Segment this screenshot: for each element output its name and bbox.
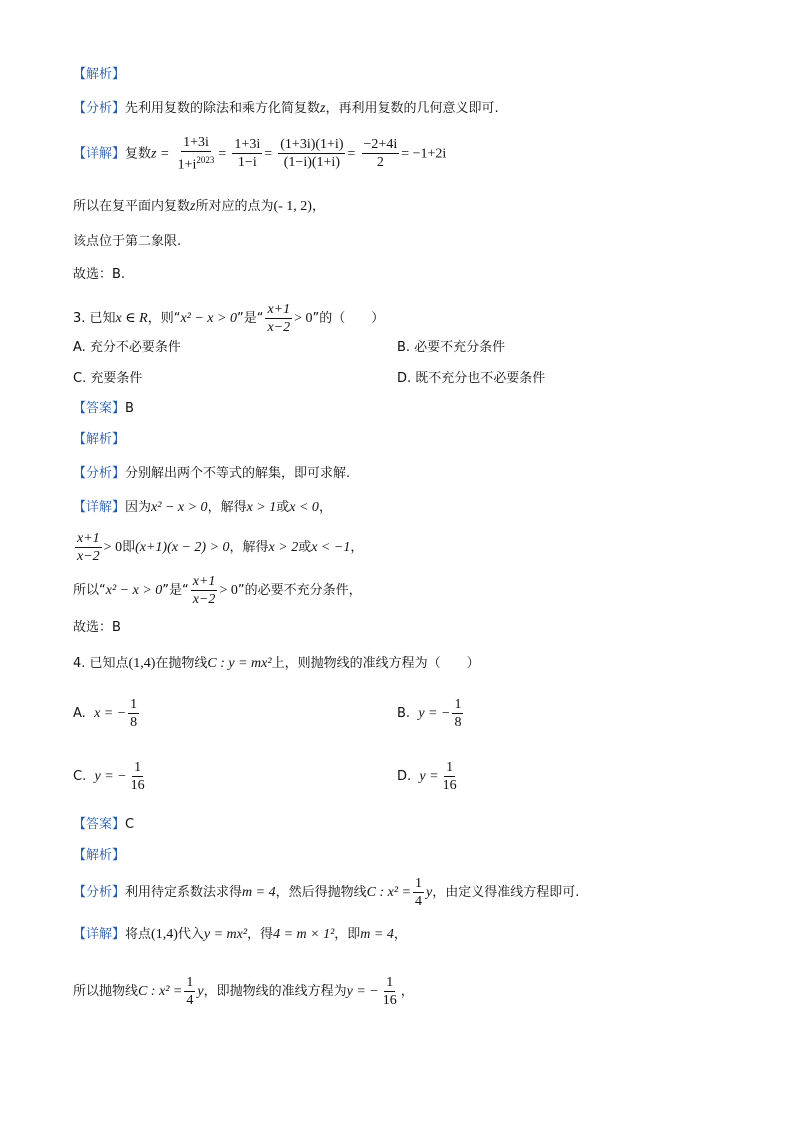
- q4-d1-m: m = 4: [360, 927, 394, 942]
- q4-detail-1: [73, 926, 407, 944]
- q3-d2-c: x > 2: [268, 540, 299, 555]
- q3-d2-fraction: $\frac{x+1}{x-2}$: [77, 531, 100, 564]
- q3-detail-1: [73, 499, 332, 517]
- q2-fraction-3: $\frac{(1+3i)(1+i)}{(1-i)(1+i)}$: [280, 137, 344, 171]
- q3-d1-e: ，: [318, 500, 332, 515]
- q3-x-in-r: x ∈ R: [115, 311, 148, 326]
- q4-opt-b-label: B.: [397, 706, 411, 721]
- xiangjie-tag: 【详解】: [73, 146, 126, 162]
- q2-fraction-2: $\frac{1+3i}{1-i}$: [234, 137, 261, 171]
- q3-choose: 故选：B: [73, 620, 121, 635]
- jiexi-tag: 【解析】: [73, 67, 126, 82]
- q4-option-d: [397, 759, 461, 794]
- q3-d1-d: x < 0: [289, 500, 319, 515]
- q3-jiexi: [73, 431, 125, 449]
- q3-detail-3: [73, 573, 362, 608]
- q4-d2-a: 所以抛物线: [73, 984, 139, 999]
- q3-option-a: A. 充分不必要条件: [73, 340, 181, 355]
- q3-d2-e: ，: [350, 540, 364, 555]
- q4-opt-b-frac: $\frac{1}{8}$: [454, 697, 462, 730]
- q4-fenxi-b: ，然后得抛物线: [275, 885, 367, 900]
- fenxi-tag: 【分析】: [73, 101, 126, 116]
- q4-d1-b: 代入: [177, 927, 204, 942]
- q3-analysis: [73, 465, 350, 483]
- q4-d1-c: ，得: [247, 927, 274, 942]
- q4-fenxi-c: ，由定义得准线方程即可.: [432, 885, 580, 900]
- q3-detail-2: [73, 530, 363, 565]
- q3-option-b: B. 必要不充分条件: [397, 340, 506, 355]
- q4-d2-result-frac: $\frac{1}{16}$: [382, 975, 397, 1008]
- var-z: z: [320, 101, 326, 116]
- q2-point-text-c: ，: [311, 199, 325, 214]
- q4-d2-curve: C : x² =: [138, 984, 183, 999]
- q4-answer: [73, 816, 134, 834]
- q4-d2-b: ，即抛物线的准线方程为: [203, 984, 347, 999]
- q2-quadrant: 该点位于第二象限.: [73, 234, 182, 249]
- q3-gt0: > 0: [294, 311, 313, 326]
- q2-fraction-1: $\frac{1+3i}{1+i^{2023}}$: [177, 135, 215, 173]
- q4-opt-c-label: C.: [73, 769, 87, 784]
- q4-opt-c-eq: y = −: [94, 769, 127, 784]
- daan-tag-2: 【答案】: [73, 817, 126, 832]
- q4-opt-d-label: D.: [397, 769, 412, 784]
- daan-tag: 【答案】: [73, 401, 126, 416]
- q4-detail-2: [73, 974, 414, 1009]
- q4-stem-c: 上，则抛物线的准线方程为（ ）: [271, 656, 480, 671]
- q4-d1-d: ，即: [334, 927, 361, 942]
- q4-stem-curve: C : y = mx²: [207, 656, 272, 671]
- xiangjie-tag-2: 【详解】: [73, 500, 126, 515]
- q2-point: [73, 198, 325, 216]
- q3-option-d: D. 既不充分也不必要条件: [397, 371, 546, 386]
- q3-d1-b: ，解得: [207, 500, 247, 515]
- q4-d1-eq: y = mx²: [203, 927, 248, 942]
- q4-d1-calc: 4 = m × 1²: [273, 927, 335, 942]
- q3-stem-num: 3. 已知: [73, 311, 116, 326]
- q3-d2-d: x < −1: [311, 540, 351, 555]
- q3-d1-c: x > 1: [246, 500, 277, 515]
- q3-stem-mid: ，则“: [147, 311, 181, 326]
- q4-d2-y: y: [197, 984, 204, 999]
- q4-stem-b: 在抛物线: [155, 656, 208, 671]
- q4-answer-value: C: [125, 817, 135, 832]
- jiexi-tag-2: 【解析】: [73, 432, 126, 447]
- q3-d2-ji: 即: [122, 540, 136, 555]
- q4-fenxi-frac: $\frac{1}{4}$: [414, 876, 422, 909]
- q3-d2-gt: > 0: [103, 540, 123, 555]
- q3-d1-a: 因为: [125, 500, 152, 515]
- q3-answer-value: B: [125, 401, 134, 416]
- q3-cond1: x² − x > 0: [180, 311, 237, 326]
- q4-d2-eq: y = −: [346, 984, 379, 999]
- q3-fraction: $\frac{x+1}{x-2}$: [267, 302, 291, 335]
- q2-analysis: [73, 100, 499, 118]
- q3-answer: [73, 400, 134, 418]
- q3-d3-is: ”是“: [162, 583, 189, 598]
- q4-fenxi-a: 利用待定系数法求得: [125, 885, 243, 900]
- q4-opt-c-frac: $\frac{1}{16}$: [130, 760, 145, 793]
- q4-opt-a-frac: $\frac{1}{8}$: [130, 697, 138, 730]
- q3-d2-prod: (x+1)(x − 2) > 0: [135, 540, 230, 555]
- q4-opt-b-eq: y = −: [418, 706, 451, 721]
- q4-option-c: [73, 759, 149, 794]
- q3-option-c: C. 充要条件: [73, 371, 143, 386]
- q4-jiexi: [73, 847, 125, 865]
- q2-eq-result: = −1+2i: [401, 146, 447, 162]
- q3-d2-b: ，解得: [229, 540, 269, 555]
- q4-opt-d-eq: y =: [419, 769, 439, 784]
- fenxi-tag-3: 【分析】: [73, 885, 126, 900]
- q2-detail: 【详解】复数z = $\frac{1+3i}{1+i^{2023}}$ = $\frac{1+3i}{1-i}$ = $\frac{(1+3i)(1+i)}{(1-i)(1+i)}$ = $\frac{-2+4i}{2}$ = −1+2i: [73, 135, 447, 173]
- q4-d1-a: 将点: [125, 927, 152, 942]
- xiangjie-tag-3: 【详解】: [73, 927, 126, 942]
- q3-d3-fraction: $\frac{x+1}{x-2}$: [192, 574, 216, 607]
- q2-eq-lhs: z =: [151, 146, 170, 162]
- q3-d3-end: ”的必要不充分条件，: [237, 583, 362, 598]
- q4-fenxi-y: y: [425, 885, 433, 900]
- var-z-2: z: [190, 199, 196, 214]
- q3-d3-ineq: x² − x > 0: [105, 583, 163, 598]
- q2-choose: 故选：B.: [73, 267, 126, 282]
- q4-opt-d-frac: $\frac{1}{16}$: [442, 760, 457, 793]
- q4-opt-a-eq: x = −: [94, 706, 127, 721]
- q4-stem: [73, 655, 480, 673]
- q4-d2-c: ，: [400, 984, 414, 999]
- q4-stem-a: 4. 已知点: [73, 656, 129, 671]
- q2-analysis-text-b: ，再利用复数的几何意义即可.: [325, 101, 499, 116]
- jiexi-heading: [73, 66, 125, 84]
- q3-stem-is: ”是“: [236, 311, 264, 326]
- q2-point-text-a: 所以在复平面内复数: [73, 199, 191, 214]
- q4-option-a: [73, 696, 141, 731]
- q4-fenxi-m: m = 4: [242, 885, 276, 900]
- q4-d2-frac: $\frac{1}{4}$: [186, 975, 194, 1008]
- q3-analysis-text: 分别解出两个不等式的解集，即可求解.: [125, 466, 351, 481]
- q3-stem-end: ”的（ ）: [312, 311, 385, 326]
- q4-analysis: [73, 875, 579, 910]
- fenxi-tag-2: 【分析】: [73, 466, 126, 481]
- q3-stem: [73, 301, 384, 336]
- q3-d2-or: 或: [298, 540, 312, 555]
- q4-fenxi-curve: C : x² =: [366, 885, 411, 900]
- q4-option-b: [397, 696, 465, 731]
- q3-d3-gt: > 0: [219, 583, 238, 598]
- q2-detail-prefix: 复数: [125, 146, 152, 162]
- q2-analysis-text-a: 先利用复数的除法和乘方化简复数: [125, 101, 321, 116]
- q2-fraction-4: $\frac{-2+4i}{2}$: [363, 137, 398, 171]
- q3-d3-a: 所以“: [73, 583, 106, 598]
- q2-point-text-b: 所对应的点为: [195, 199, 274, 214]
- q2-point-value: (- 1, 2): [273, 199, 312, 214]
- q4-d1-point: (1,4): [151, 927, 178, 942]
- q4-stem-point: (1,4): [128, 656, 156, 671]
- jiexi-tag-3: 【解析】: [73, 848, 126, 863]
- q4-opt-a-label: A.: [73, 706, 86, 721]
- q4-d1-e: ，: [393, 927, 407, 942]
- q3-d1-ineq: x² − x > 0: [151, 500, 208, 515]
- q3-d1-or: 或: [276, 500, 290, 515]
